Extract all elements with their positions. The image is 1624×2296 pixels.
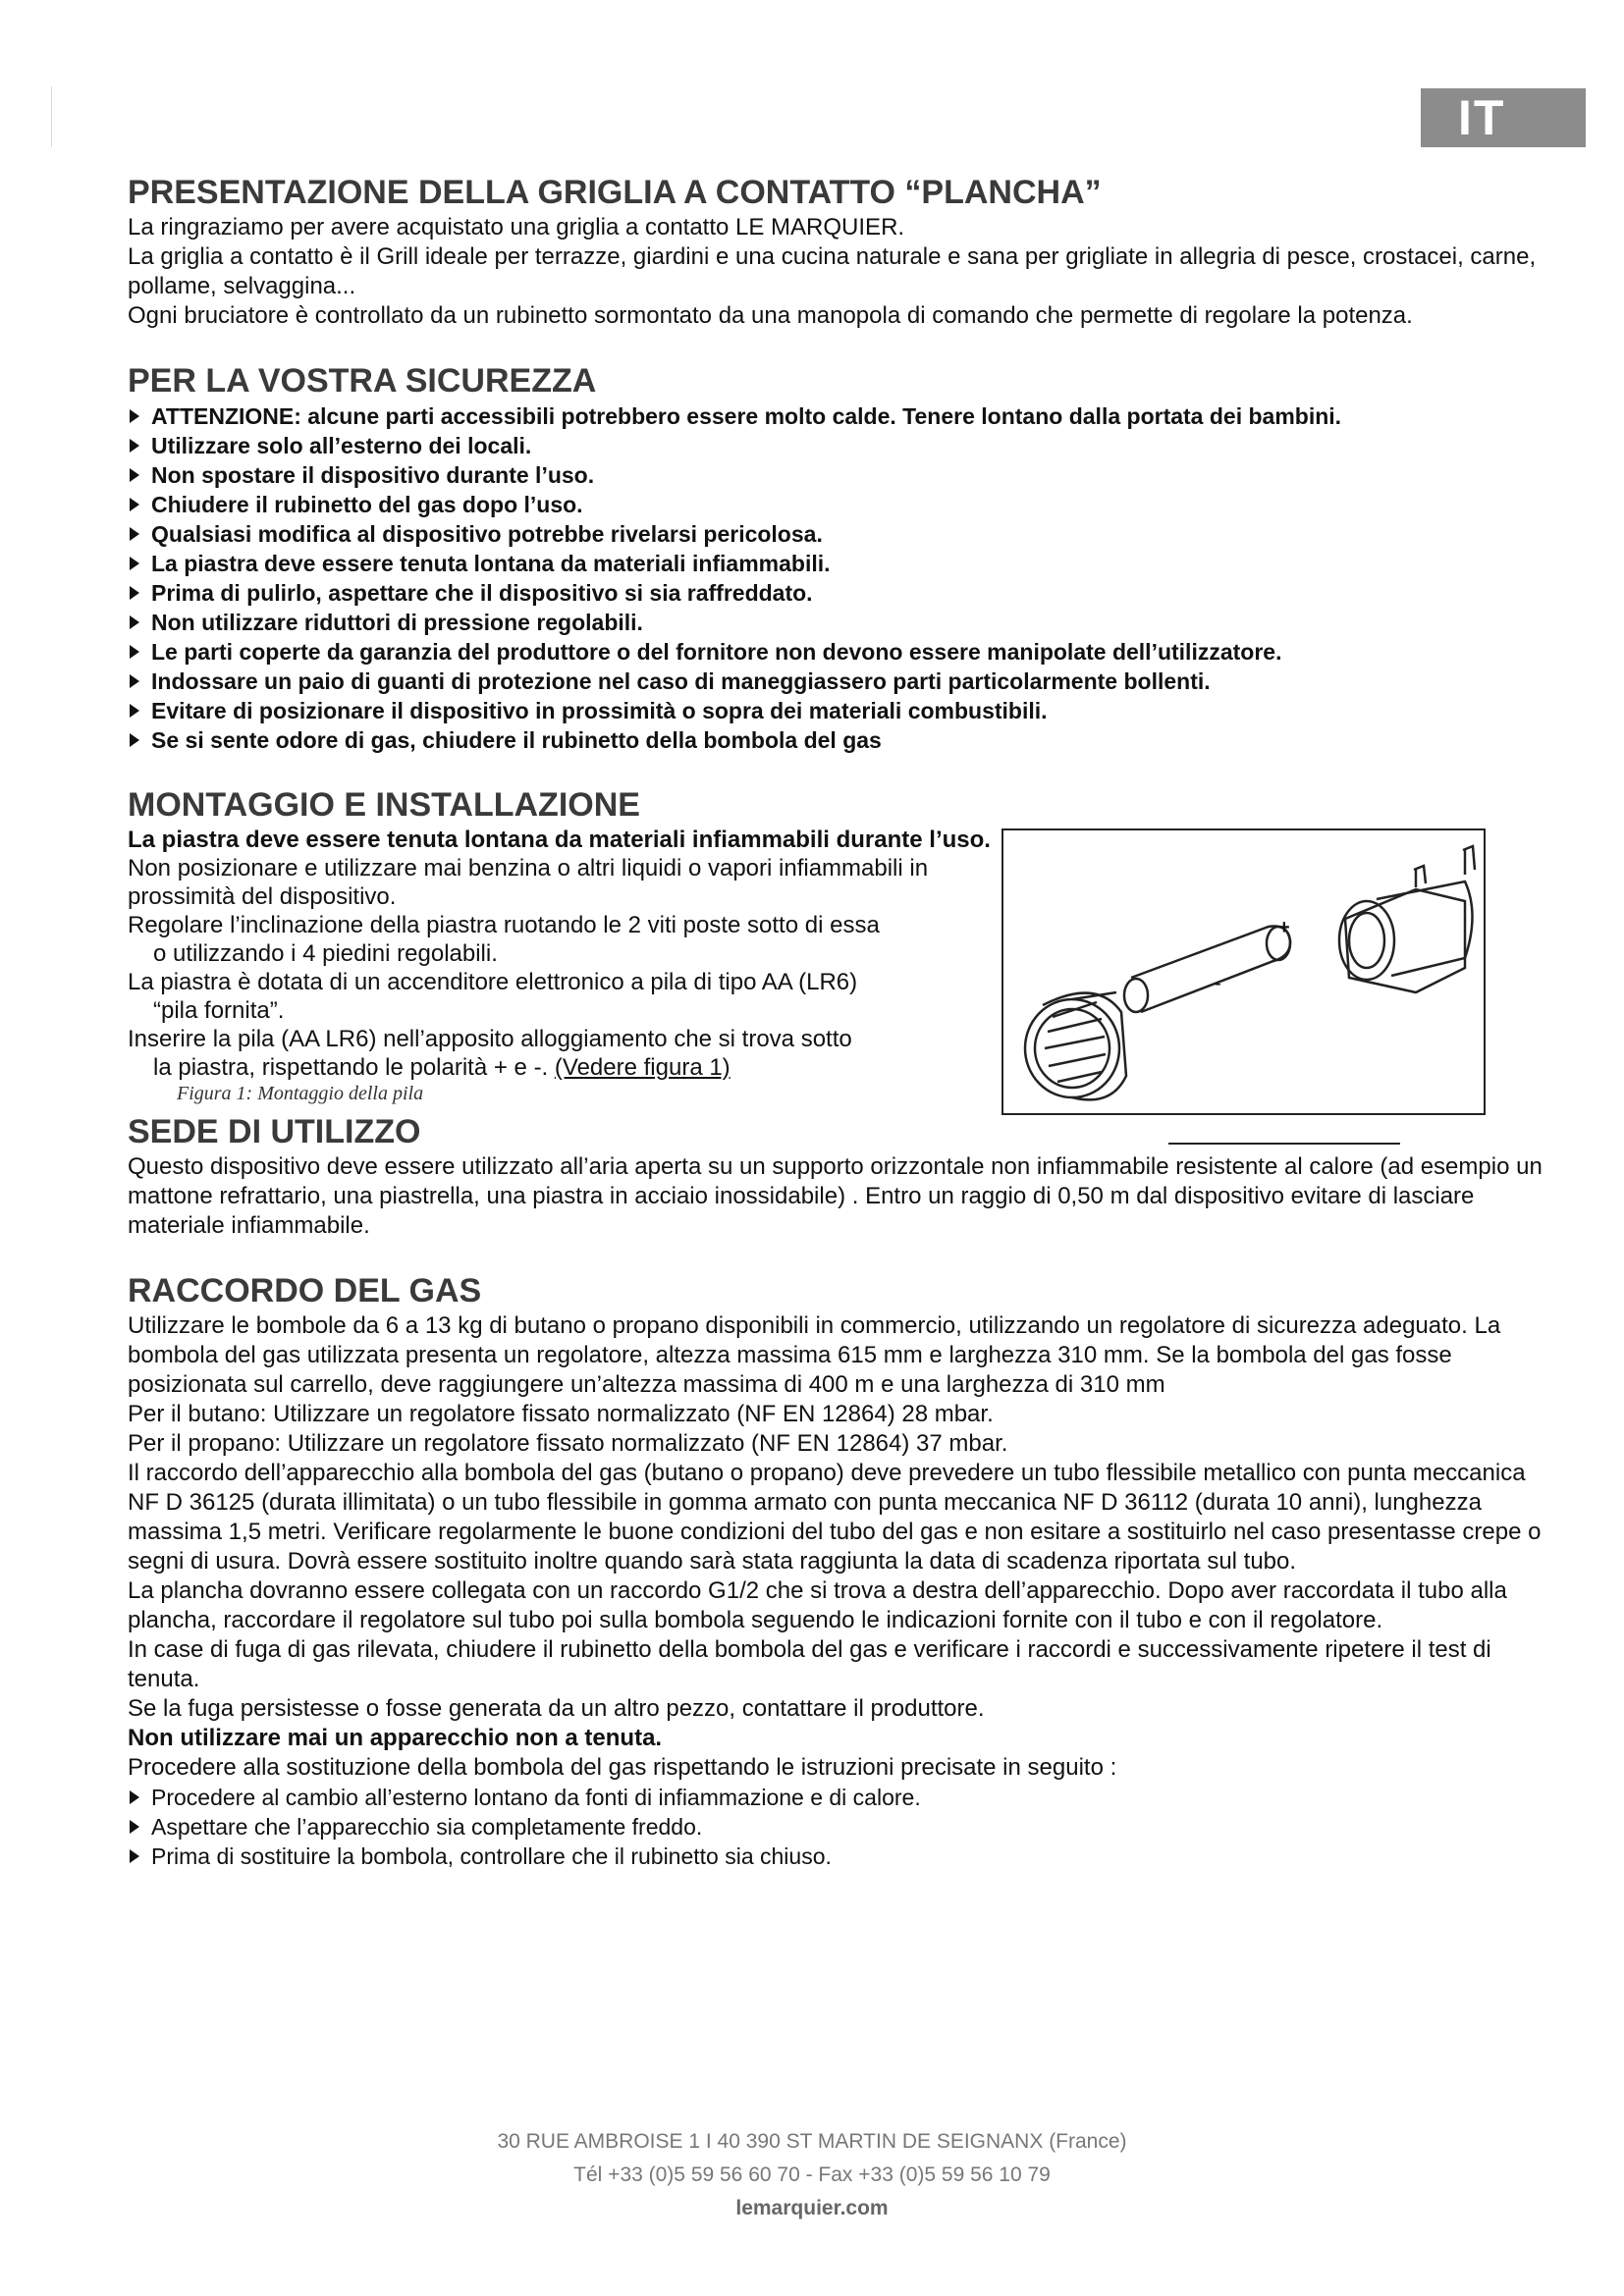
bullet-triangle-icon bbox=[130, 645, 139, 659]
battery-figure bbox=[1001, 828, 1486, 1115]
bullet-triangle-icon bbox=[130, 439, 139, 453]
bullet-triangle-icon bbox=[130, 674, 139, 688]
figure-caption: Figura 1: Montaggio della pila bbox=[177, 1083, 424, 1104]
bullet-triangle-icon bbox=[130, 1849, 139, 1863]
paragraph: Per il butano: Utilizzare un regolatore fissato normalizzato (NF EN 12864) 28 mbar. bbox=[128, 1401, 994, 1427]
list-item: ATTENZIONE: alcune parti accessibili potrebbero essere molto calde. Tenere lontano dalla portata dei bambini. bbox=[128, 401, 1551, 431]
list-item: Aspettare che l’apparecchio sia completamente freddo. bbox=[128, 1812, 1551, 1842]
paragraph: Per il propano: Utilizzare un regolatore fissato normalizzato (NF EN 12864) 37 mbar. bbox=[128, 1430, 1008, 1457]
section-presentazione bbox=[128, 172, 1551, 331]
battery-minus-label: - bbox=[1215, 973, 1221, 994]
paragraph: Il raccordo dell’apparecchio alla bombola del gas (butano o propano) deve prevedere un tubo flessibile metallico con punta meccanica NF D 36125 (durata illimitata) o un tubo flessibile in gomma armato con punta meccanica NF D 36112 (durata 10 anni), lunghezza massima 1,5 metri. Verificare regolarmente le buone condizioni del tubo del gas e non esitare a sostituirlo nel caso presentasse crepe o segni di usura. Dovrà essere sostituito inoltre quando sarà stata raggiunta la data di scadenza riportata sul tubo. bbox=[128, 1460, 1542, 1575]
section-title: PRESENTAZIONE DELLA GRIGLIA A CONTATTO “PLANCHA” bbox=[128, 174, 1102, 211]
section-title: SEDE DI UTILIZZO bbox=[128, 1113, 421, 1150]
figure-reference-link[interactable]: (Vedere figura 1) bbox=[554, 1054, 731, 1081]
document-body bbox=[128, 172, 1551, 1900]
section-title: MONTAGGIO E INSTALLAZIONE bbox=[128, 786, 640, 824]
list-item: Se si sente odore di gas, chiudere il rubinetto della bombola del gas bbox=[128, 725, 1551, 755]
paragraph: La plancha dovranno essere collegata con un raccordo G1/2 che si trova a destra dell’apparecchio. Dopo aver raccordata il tubo alla plancha, raccordare il regolatore sul tubo poi sulla bombola seguendo le indicazioni fornite con il tubo e con il regolatore. bbox=[128, 1577, 1507, 1633]
bullet-triangle-icon bbox=[130, 733, 139, 747]
section-raccordo-gas bbox=[128, 1270, 1551, 1871]
montaggio-text bbox=[128, 826, 992, 1105]
bullet-triangle-icon bbox=[130, 468, 139, 482]
language-badge: IT bbox=[1421, 88, 1586, 147]
safety-list bbox=[128, 401, 1551, 755]
list-item: La piastra deve essere tenuta lontana da materiali infiammabili. bbox=[128, 549, 1551, 578]
list-item: Le parti coperte da garanzia del produttore o del fornitore non devono essere manipolate dell’utilizzatore. bbox=[128, 637, 1551, 667]
warning-paragraph: La piastra deve essere tenuta lontana da materiali infiammabili durante l’uso. bbox=[128, 827, 991, 853]
list-item: Qualsiasi modifica al dispositivo potrebbe rivelarsi pericolosa. bbox=[128, 519, 1551, 549]
section-title: RACCORDO DEL GAS bbox=[128, 1272, 482, 1309]
list-item: Non spostare il dispositivo durante l’uso. bbox=[128, 460, 1551, 490]
paragraph: La piastra è dotata di un accenditore elettronico a pila di tipo AA (LR6) bbox=[128, 969, 858, 995]
paragraph: In case di fuga di gas rilevata, chiudere il rubinetto della bombola del gas e verificare i raccordi e successivamente ripetere il test di tenuta. bbox=[128, 1636, 1491, 1692]
bullet-triangle-icon bbox=[130, 409, 139, 423]
bullet-triangle-icon bbox=[130, 586, 139, 600]
bullet-triangle-icon bbox=[130, 498, 139, 511]
list-item: Evitare di posizionare il dispositivo in prossimità o sopra dei materiali combustibili. bbox=[128, 696, 1551, 725]
footer-address: 30 RUE AMBROISE 1 I 40 390 ST MARTIN DE SEIGNANX (France) bbox=[497, 2130, 1127, 2153]
list-item: Prima di sostituire la bombola, controllare che il rubinetto sia chiuso. bbox=[128, 1842, 1551, 1871]
bullet-triangle-icon bbox=[130, 615, 139, 629]
list-item: Non utilizzare riduttori di pressione regolabili. bbox=[128, 608, 1551, 637]
margin-rule bbox=[51, 86, 52, 147]
section-sede-utilizzo bbox=[128, 1111, 1551, 1241]
footer-phone: Tél +33 (0)5 59 56 60 70 - Fax +33 (0)5 59 56 10 79 bbox=[573, 2163, 1051, 2186]
paragraph: Inserire la pila (AA LR6) nell’apposito alloggiamento che si trova sotto bbox=[128, 1026, 852, 1052]
figure-underline bbox=[1168, 1143, 1400, 1145]
list-item: Prima di pulirlo, aspettare che il dispositivo si sia raffreddato. bbox=[128, 578, 1551, 608]
warning-paragraph: Non utilizzare mai un apparecchio non a tenuta. bbox=[128, 1725, 663, 1751]
list-item: Indossare un paio di guanti di protezione nel caso di maneggiassero parti particolarmente bollenti. bbox=[128, 667, 1551, 696]
list-item: Utilizzare solo all’esterno dei locali. bbox=[128, 431, 1551, 460]
paragraph: La griglia a contatto è il Grill ideale per terrazze, giardini e una cucina naturale e sana per grigliate in allegria di pesce, crostacei, carne, pollame, selvaggina... bbox=[128, 243, 1537, 299]
paragraph: Procedere alla sostituzione della bombola del gas rispettando le istruzioni precisate in seguito : bbox=[128, 1754, 1117, 1781]
footer-website-link[interactable]: lemarquier.com bbox=[735, 2197, 889, 2219]
bullet-triangle-icon bbox=[130, 704, 139, 718]
paragraph: Questo dispositivo deve essere utilizzato all’aria aperta su un supporto orizzontale non infiammabile resistente al calore (ad esempio un mattone refrattario, una piastrella, una piastra in acciaio inossidabile) . Entro un raggio di 0,50 m dal dispositivo evitare di lasciare materiale infiammabile. bbox=[128, 1153, 1543, 1239]
bullet-triangle-icon bbox=[130, 557, 139, 570]
bullet-triangle-icon bbox=[130, 1790, 139, 1804]
paragraph: Non posizionare e utilizzare mai benzina o altri liquidi o vapori infiammabili in prossimità del dispositivo. bbox=[128, 855, 929, 910]
bullet-triangle-icon bbox=[130, 527, 139, 541]
paragraph: “pila fornita”. bbox=[153, 997, 285, 1024]
battery-assembly-illustration bbox=[1003, 830, 1484, 1113]
page-footer bbox=[0, 2125, 1624, 2225]
paragraph: Utilizzare le bombole da 6 a 13 kg di butano o propano disponibili in commercio, utilizzando un regolatore di sicurezza adeguato. La bombola del gas utilizzata presenta un regolatore, altezza massima 615 mm e larghezza 310 mm. Se la bombola del gas fosse posizionata sul carrello, deve raggiungere un’altezza massima di 400 m e una larghezza di 310 mm bbox=[128, 1312, 1501, 1398]
paragraph: Regolare l’inclinazione della piastra ruotando le 2 viti poste sotto di essa bbox=[128, 912, 880, 938]
section-montaggio bbox=[128, 784, 1551, 1105]
paragraph: la piastra, rispettando le polarità + e -. (Vedere figura 1) bbox=[153, 1054, 731, 1081]
section-title: PER LA VOSTRA SICUREZZA bbox=[128, 362, 597, 400]
bullet-triangle-icon bbox=[130, 1820, 139, 1834]
paragraph: Se la fuga persistesse o fosse generata da un altro pezzo, contattare il produttore. bbox=[128, 1695, 985, 1722]
paragraph: o utilizzando i 4 piedini regolabili. bbox=[153, 940, 498, 967]
list-item: Procedere al cambio all’esterno lontano da fonti di infiammazione e di calore. bbox=[128, 1783, 1551, 1812]
list-item: Chiudere il rubinetto del gas dopo l’uso. bbox=[128, 490, 1551, 519]
section-sicurezza bbox=[128, 360, 1551, 755]
battery-plus-label: + bbox=[1278, 917, 1290, 938]
paragraph: Ogni bruciatore è controllato da un rubinetto sormontato da una manopola di comando che permette di regolare la potenza. bbox=[128, 302, 1413, 329]
paragraph: La ringraziamo per avere acquistato una griglia a contatto LE MARQUIER. bbox=[128, 214, 905, 240]
replacement-list bbox=[128, 1783, 1551, 1871]
